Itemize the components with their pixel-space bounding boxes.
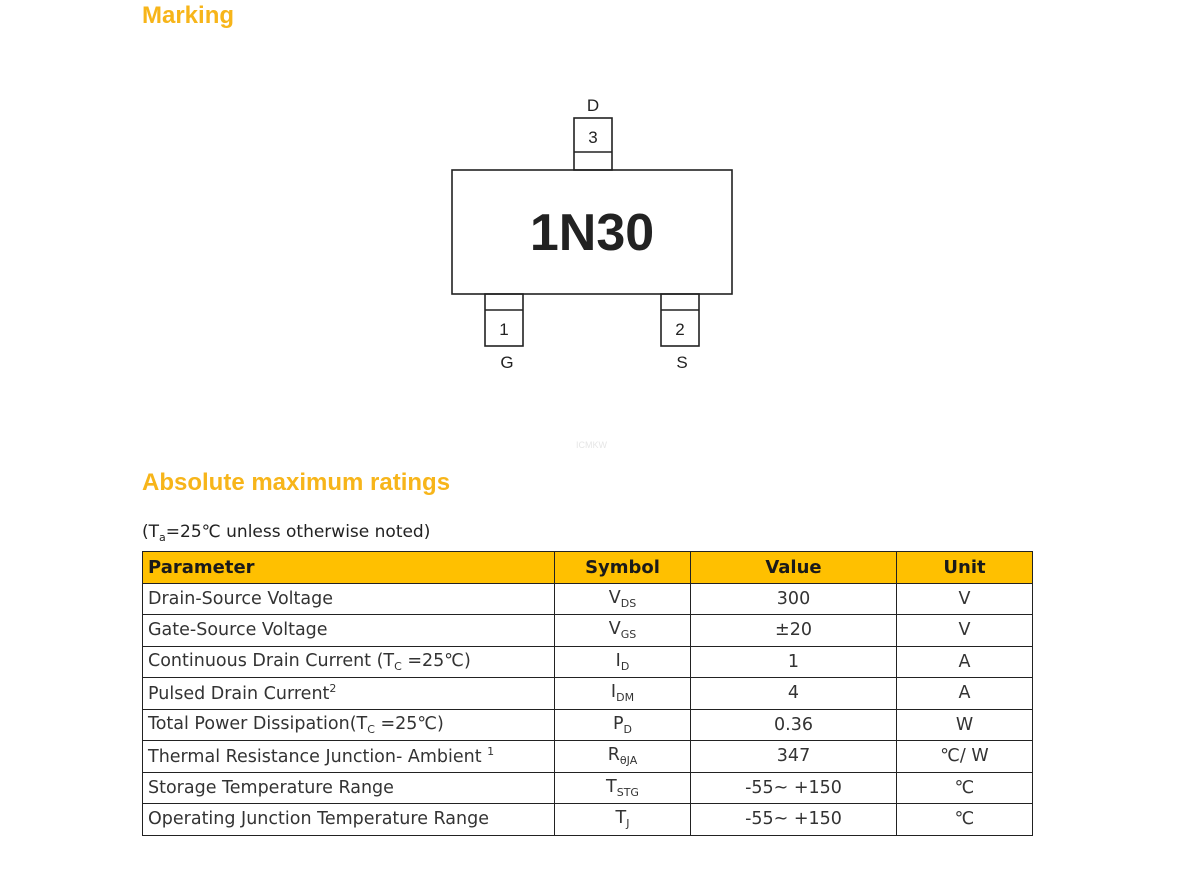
cell-symbol: $V_{DS}$ [555, 583, 691, 615]
cell-symbol: $I_{DM}$ [555, 678, 691, 710]
cell-parameter: Thermal Resistance Junction- Ambient $^1$ [143, 741, 555, 773]
conditions-note: ($T_a=25℃$ unless otherwise noted) [142, 522, 431, 544]
marking-code: 1N30 [529, 204, 655, 262]
pin-2-number: 2 [675, 320, 685, 339]
cell-symbol: $I_D$ [555, 646, 691, 678]
cell-symbol: $T_J$ [555, 804, 691, 836]
cell-unit: W [897, 709, 1033, 741]
marking-heading: Marking [142, 2, 235, 29]
table-row [143, 678, 1033, 710]
cell-unit: ℃ [897, 804, 1033, 836]
cell-unit: V [897, 583, 1033, 615]
cell-value: 347 [691, 741, 897, 773]
table-row [143, 741, 1033, 773]
cell-unit: A [897, 678, 1033, 710]
table-row [143, 804, 1033, 836]
pin-2-label: S [676, 353, 688, 372]
cell-symbol: $R_{\theta JA}$ [555, 741, 691, 773]
cell-value: 300 [691, 583, 897, 615]
table-row [143, 615, 1033, 647]
cell-parameter: Total Power $Dissipation(T_C$ =25℃) [143, 709, 555, 741]
cell-unit: ℃ [897, 772, 1033, 804]
cell-parameter: Gate-Source Voltage [143, 615, 555, 647]
header-parameter: Parameter [143, 552, 555, 584]
cell-value: ±20 [691, 615, 897, 647]
header-unit: Unit [897, 552, 1033, 584]
cell-symbol: $V_{GS}$ [555, 615, 691, 647]
cell-unit: V [897, 615, 1033, 647]
table-row [143, 772, 1033, 804]
table-row [143, 583, 1033, 615]
cell-unit: A [897, 646, 1033, 678]
pin-3-label: D [586, 96, 600, 115]
cell-value: 1 [691, 646, 897, 678]
cell-symbol: $T_{STG}$ [555, 772, 691, 804]
table-row [143, 646, 1033, 678]
pin-1-number: 1 [499, 320, 509, 339]
cell-parameter: Operating Junction Temperature Range [143, 804, 555, 836]
sot23-package-diagram [440, 90, 750, 380]
cell-value: -55~ +150 [691, 804, 897, 836]
table-header-row [143, 552, 1033, 584]
cell-value: 4 [691, 678, 897, 710]
table-row [143, 709, 1033, 741]
ratings-heading: Absolute maximum ratings [142, 469, 451, 496]
cell-parameter: Pulsed Drain Current$^2$ [143, 678, 555, 710]
cell-unit: ℃/ W [897, 741, 1033, 773]
header-value: Value [691, 552, 897, 584]
watermark: ICMKW [576, 440, 607, 450]
cell-parameter: Storage Temperature Range [143, 772, 555, 804]
ratings-table [142, 551, 1033, 836]
cell-value: 0.36 [691, 709, 897, 741]
cell-symbol: $P_D$ [555, 709, 691, 741]
pin-1-label: G [500, 353, 514, 372]
cell-value: -55~ +150 [691, 772, 897, 804]
header-symbol: Symbol [555, 552, 691, 584]
pin-3-number: 3 [588, 128, 598, 147]
cell-parameter: Drain-Source Voltage [143, 583, 555, 615]
cell-parameter: Continuous Drain Current ($T_C$ =25℃) [143, 646, 555, 678]
